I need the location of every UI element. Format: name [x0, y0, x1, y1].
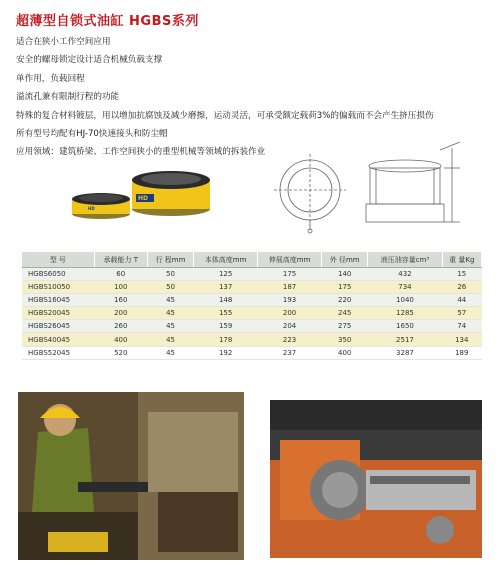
table-cell: 432	[368, 268, 442, 281]
brand-logo: HD	[138, 195, 149, 202]
table-cell: 137	[194, 281, 258, 294]
table-cell: 237	[258, 346, 322, 359]
feature-item: 安全的螺母锁定设计适合机械负载支撑	[16, 55, 163, 66]
table-cell: 74	[442, 320, 481, 333]
table-cell: 125	[194, 268, 258, 281]
table-cell: 3287	[368, 346, 442, 359]
cell-model: HGBS16045	[22, 294, 94, 307]
table-row	[22, 333, 482, 346]
table-row	[22, 294, 482, 307]
feature-item: 所有型号均配有HJ-70快速接头和防尘帽	[16, 129, 168, 140]
cell-model: HGBS40045	[22, 333, 94, 346]
table-cell: 193	[258, 294, 322, 307]
feature-item: 适合在狭小工作空间应用	[16, 37, 111, 47]
machinery-photo	[270, 400, 482, 558]
spec-table	[22, 252, 482, 360]
header-weight: 重 量Kg	[442, 252, 481, 268]
table-cell: 1650	[368, 320, 442, 333]
table-row	[22, 346, 482, 359]
table-cell: 148	[194, 294, 258, 307]
cell-model: HGBS52045	[22, 346, 94, 359]
cylinder-photo-small	[70, 190, 132, 220]
table-cell: 44	[442, 294, 481, 307]
table-cell: 1040	[368, 294, 442, 307]
table-cell: 204	[258, 320, 322, 333]
table-cell: 350	[322, 333, 368, 346]
cell-model: HGBS20045	[22, 307, 94, 320]
header-body-height: 本体高度mm	[194, 252, 258, 268]
table-header-row	[22, 252, 482, 268]
feature-item: 特殊的复合材料镀层，用以增加抗腐蚀及减少磨擦，运动灵活，可承受额定载荷3%的偏载而不会产生挤压损伤	[16, 110, 434, 121]
table-cell: 520	[94, 346, 147, 359]
cell-model: HGBS10050	[22, 281, 94, 294]
table-cell: 45	[147, 346, 193, 359]
table-cell: 200	[258, 307, 322, 320]
cell-model: HGBS26045	[22, 320, 94, 333]
feature-item: 溢流孔兼有限制行程的功能	[16, 92, 120, 103]
table-cell: 192	[194, 346, 258, 359]
table-cell: 1285	[368, 307, 442, 320]
table-cell: 187	[258, 281, 322, 294]
header-model: 型 号	[22, 252, 94, 268]
table-row	[22, 320, 482, 333]
table-cell: 60	[94, 268, 147, 281]
table-cell: 50	[147, 268, 193, 281]
header-extended-height: 伸展高度mm	[258, 252, 322, 268]
table-cell: 45	[147, 320, 193, 333]
table-cell: 15	[442, 268, 481, 281]
table-cell: 275	[322, 320, 368, 333]
table-cell: 134	[442, 333, 481, 346]
table-cell: 734	[368, 281, 442, 294]
table-cell: 223	[258, 333, 322, 346]
table-cell: 175	[322, 281, 368, 294]
table-cell: 245	[322, 307, 368, 320]
header-capacity: 承载能力 T	[94, 252, 147, 268]
table-cell: 140	[322, 268, 368, 281]
brand-logo: HD	[88, 206, 95, 211]
table-cell: 45	[147, 307, 193, 320]
table-cell: 400	[322, 346, 368, 359]
table-cell: 200	[94, 307, 147, 320]
header-stroke: 行 程mm	[147, 252, 193, 268]
table-cell: 155	[194, 307, 258, 320]
table-cell: 100	[94, 281, 147, 294]
table-cell: 260	[94, 320, 147, 333]
table-cell: 50	[147, 281, 193, 294]
cylinder-photo-large	[130, 166, 212, 218]
table-cell: 178	[194, 333, 258, 346]
table-row	[22, 268, 482, 281]
feature-item: 单作用，负载回程	[16, 73, 85, 84]
table-cell: 220	[322, 294, 368, 307]
header-oil-capacity: 液压油容量cm³	[368, 252, 442, 268]
table-cell: 26	[442, 281, 481, 294]
table-row	[22, 307, 482, 320]
cell-model: HGBS6050	[22, 268, 94, 281]
header-outer-diameter: 外 径mm	[322, 252, 368, 268]
worker-photo	[18, 392, 244, 560]
table-cell: 45	[147, 333, 193, 346]
technical-drawing	[268, 138, 478, 238]
table-cell: 2517	[368, 333, 442, 346]
feature-item: 应用领域：建筑桥梁、工作空间狭小的重型机械等领域的拆装作业	[16, 147, 266, 158]
table-cell: 159	[194, 320, 258, 333]
table-cell: 175	[258, 268, 322, 281]
table-cell: 45	[147, 294, 193, 307]
table-cell: 400	[94, 333, 147, 346]
table-cell: 57	[442, 307, 481, 320]
page-title: 超薄型自锁式油缸 HGBS系列	[16, 14, 199, 29]
table-row	[22, 281, 482, 294]
table-cell: 189	[442, 346, 481, 359]
table-cell: 160	[94, 294, 147, 307]
